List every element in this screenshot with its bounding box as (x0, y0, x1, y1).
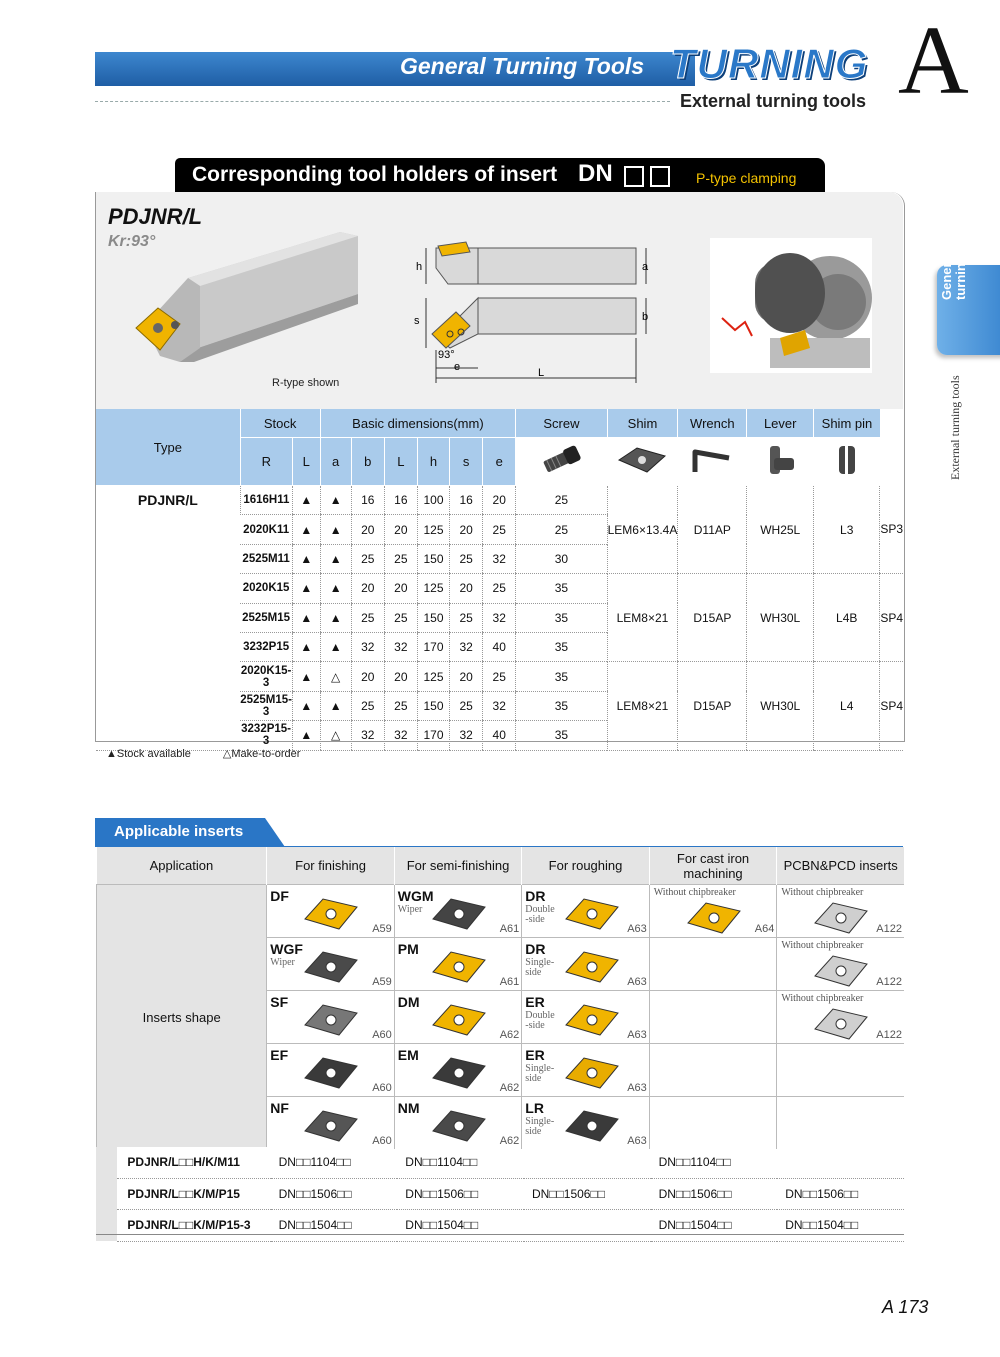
insert-code: SF (270, 994, 289, 1010)
insert-shape-icon (301, 893, 361, 935)
spec-L: 150 (417, 691, 449, 720)
insert-note (525, 1064, 554, 1084)
insert-finishing-cell (267, 1097, 394, 1150)
header-basic-dimensions: Basic dimensions(mm) (320, 409, 516, 438)
insert-note-line: side (525, 967, 542, 978)
holder-insert-semi: DN□□1504□□ (397, 1210, 524, 1242)
spec-s: 20 (483, 486, 516, 515)
spec-a: 32 (351, 721, 384, 750)
insert-ref: A60 (372, 1135, 392, 1147)
spec-e: 35 (516, 603, 607, 632)
legend-stock: ▲Stock available (106, 748, 191, 760)
inserts-shape-label: Inserts shape (97, 885, 267, 1150)
spec-type: 1616H11 (240, 486, 292, 515)
spec-e: 30 (516, 544, 607, 573)
insert-code: ER (525, 1047, 545, 1063)
insert-note-line: Double (525, 904, 555, 915)
header-wrench: Wrench (678, 409, 747, 438)
inserts-title: Applicable inserts (114, 823, 244, 840)
header-s: s (450, 438, 483, 486)
insert-shape-icon (811, 897, 871, 939)
spec-wrench: WH30L (747, 662, 814, 750)
spec-h: 20 (450, 662, 483, 691)
insert-shape-icon (562, 946, 622, 988)
spec-L: 100 (417, 486, 449, 515)
spec-l: ▲ (320, 515, 351, 544)
insert-code: LR (525, 1100, 544, 1116)
insert-roughing-cell (522, 991, 650, 1044)
spec-L: 150 (417, 603, 449, 632)
holder-insert-semi: DN□□1506□□ (397, 1178, 524, 1210)
insert-code: NM (397, 1100, 420, 1116)
spec-l: ▲ (320, 574, 351, 603)
insert-roughing-cell (522, 1044, 650, 1097)
insert-roughing-cell (522, 885, 650, 938)
dim-s: s (414, 315, 420, 327)
insert-note-line: Double (525, 1010, 555, 1021)
insert-shape-icon (429, 893, 489, 935)
spec-a: 20 (351, 662, 384, 691)
stock-legend (106, 747, 332, 760)
clamping-type: P-type clamping (696, 170, 797, 186)
insert-note: Without chipbreaker (781, 993, 864, 1004)
insert-shape-icon (301, 1052, 361, 1094)
spec-a: 32 (351, 632, 384, 661)
spec-l: ▲ (320, 632, 351, 661)
dim-h: h (416, 261, 423, 273)
side-vertical-text: External turning tools (948, 375, 962, 480)
header-screw: Screw (516, 409, 607, 438)
holder-insert-cast: DN□□1104□□ (651, 1147, 778, 1178)
holder-side-cell (96, 1147, 117, 1241)
insert-cast-cell (649, 991, 777, 1044)
spec-s: 25 (483, 574, 516, 603)
dimension-drawing (408, 238, 663, 388)
spec-s: 40 (483, 721, 516, 750)
spec-l: ▲ (320, 544, 351, 573)
spec-s: 40 (483, 632, 516, 661)
spec-h: 25 (450, 544, 483, 573)
spec-b: 20 (384, 574, 417, 603)
spec-b: 25 (384, 544, 417, 573)
spec-L: 125 (417, 515, 449, 544)
insert-note-line: Single- (525, 957, 555, 968)
spec-h: 20 (450, 515, 483, 544)
spec-screw: LEM6×13.4A (607, 486, 678, 574)
spec-r: ▲ (292, 544, 320, 573)
insert-note (525, 905, 554, 925)
insert-finishing-cell (267, 885, 394, 938)
spec-type: 2525M15-3 (240, 691, 292, 720)
insert-note (525, 958, 554, 978)
holder-insert-pcbn: DN□□1504□□ (777, 1210, 904, 1242)
tool-holder-illustration (130, 228, 365, 378)
insert-shape-icon (429, 1105, 489, 1147)
insert-shape-icon (429, 1052, 489, 1094)
insert-code: WGM (397, 888, 434, 904)
spec-L: 150 (417, 544, 449, 573)
insert-ref: A62 (499, 1029, 520, 1041)
insert-note-line: -side (525, 1020, 545, 1031)
insert-note-line: side (525, 1073, 542, 1084)
header-r: R (240, 438, 292, 486)
insert-ref: A63 (627, 923, 647, 935)
spec-a: 25 (351, 544, 384, 573)
spec-pin: SP3 (880, 486, 903, 574)
insert-code: EF (270, 1047, 289, 1063)
spec-shim: D11AP (678, 486, 747, 574)
spec-type: 2020K11 (240, 515, 292, 544)
spec-r: ▲ (292, 662, 320, 691)
holder-insert-roughing (524, 1147, 651, 1178)
header-l: L (292, 438, 320, 486)
insert-semi-cell (394, 1097, 521, 1150)
ins-header-pcbn: PCBN&PCD inserts (777, 847, 904, 885)
insert-note (525, 1011, 554, 1031)
insert-ref: A63 (627, 1082, 647, 1094)
insert-code: WGF (270, 941, 303, 957)
section-title: Corresponding tool holders of insert (192, 163, 558, 186)
insert-note: Without chipbreaker (653, 887, 736, 898)
inserts-table (96, 847, 904, 1149)
insert-ref: A61 (499, 923, 520, 935)
spec-h: 25 (450, 603, 483, 632)
holder-insert-finishing: DN□□1506□□ (271, 1178, 398, 1210)
insert-pcbn-cell (777, 885, 904, 938)
spec-b: 25 (384, 691, 417, 720)
insert-note-line: Single- (525, 1116, 555, 1127)
spec-b: 32 (384, 632, 417, 661)
insert-shape-icon (429, 999, 489, 1041)
spec-L: 170 (417, 721, 449, 750)
spec-shim: D15AP (678, 574, 747, 662)
spec-a: 20 (351, 515, 384, 544)
insert-shape-icon (684, 897, 744, 939)
insert-ref: A60 (372, 1029, 392, 1041)
dim-b: b (642, 311, 649, 323)
side-tab-label: General turning (939, 251, 968, 300)
insert-note-line: Single- (525, 1063, 555, 1074)
spec-a: 25 (351, 691, 384, 720)
dim-angle: 93° (438, 349, 455, 361)
header-stock: Stock (240, 409, 320, 438)
holder-insert-roughing: DN□□1506□□ (524, 1178, 651, 1210)
insert-ref: A122 (876, 923, 902, 935)
spec-r: ▲ (292, 603, 320, 632)
insert-ref: A122 (876, 1029, 902, 1041)
insert-shape-icon (562, 1105, 622, 1147)
spec-r: ▲ (292, 691, 320, 720)
insert-shape-icon (811, 950, 871, 992)
insert-note: Without chipbreaker (781, 940, 864, 951)
insert-note (525, 1117, 554, 1137)
insert-row (97, 885, 905, 938)
insert-pcbn-cell (777, 1097, 904, 1150)
insert-cast-cell (649, 1044, 777, 1097)
insert-code: DR (525, 941, 546, 957)
insert-note: Without chipbreaker (781, 887, 864, 898)
spec-e: 35 (516, 691, 607, 720)
insert-code: EM (397, 1047, 419, 1063)
spec-h: 20 (450, 574, 483, 603)
spec-e: 25 (516, 486, 607, 515)
spec-type: 2525M11 (240, 544, 292, 573)
spec-b: 25 (384, 603, 417, 632)
spec-l: △ (320, 721, 351, 750)
spec-r: ▲ (292, 486, 320, 515)
spec-e: 35 (516, 632, 607, 661)
insert-roughing-cell (522, 1097, 650, 1150)
r-type-caption: R-type shown (272, 377, 340, 389)
spec-shim: D15AP (678, 662, 747, 750)
spec-a: 25 (351, 603, 384, 632)
header-e: e (483, 438, 516, 486)
insert-ref: A122 (876, 976, 902, 988)
insert-shape-icon (301, 1105, 361, 1147)
chapter-letter: A (898, 7, 969, 115)
insert-finishing-cell (267, 991, 394, 1044)
insert-ref: A63 (627, 1135, 647, 1147)
insert-code: DR (525, 888, 546, 904)
header-lever: Lever (747, 409, 814, 438)
insert-code: ER (525, 994, 545, 1010)
section-insert-code: DN (578, 160, 613, 187)
insert-shape-icon (429, 946, 489, 988)
spec-lever: L3 (814, 486, 880, 574)
spec-a: 16 (351, 486, 384, 515)
spec-e: 35 (516, 721, 607, 750)
spec-table (96, 409, 903, 751)
header-divider (95, 101, 670, 102)
spec-type: 3232P15-3 (240, 721, 292, 750)
dim-L: L (538, 367, 545, 379)
insert-pcbn-cell (777, 1044, 904, 1097)
ins-header-finishing: For finishing (267, 847, 394, 885)
spec-e: 35 (516, 574, 607, 603)
spec-b: 20 (384, 662, 417, 691)
header-h: h (417, 438, 449, 486)
insert-shape-icon (562, 999, 622, 1041)
holder-insert-cast: DN□□1504□□ (651, 1210, 778, 1242)
spec-lever: L4B (814, 574, 880, 662)
spec-r: ▲ (292, 632, 320, 661)
spec-type: 2020K15-3 (240, 662, 292, 691)
header-L: L (384, 438, 417, 486)
spec-L: 170 (417, 632, 449, 661)
holder-insert-pcbn: DN□□1506□□ (777, 1178, 904, 1210)
holder-row (96, 1178, 904, 1210)
spec-s: 32 (483, 544, 516, 573)
spec-h: 32 (450, 721, 483, 750)
ins-header-application: Application (97, 847, 267, 885)
insert-ref: A63 (627, 1029, 647, 1041)
spec-screw: LEM8×21 (607, 662, 678, 750)
spec-s: 32 (483, 691, 516, 720)
spec-L: 125 (417, 662, 449, 691)
spec-screw: LEM8×21 (607, 574, 678, 662)
ins-header-roughing: For roughing (522, 847, 650, 885)
header-shim-pin: Shim pin (814, 409, 880, 438)
spec-type: 2525M15 (240, 603, 292, 632)
screw-icon (516, 438, 607, 486)
spec-r: ▲ (292, 574, 320, 603)
insert-cast-cell (649, 938, 777, 991)
insert-code: NF (270, 1100, 289, 1116)
holder-insert-cast: DN□□1506□□ (651, 1178, 778, 1210)
spec-a: 20 (351, 574, 384, 603)
insert-code: DM (397, 994, 420, 1010)
clamping-photo (710, 238, 872, 373)
spec-wrench: WH25L (747, 486, 814, 574)
header-section: External turning tools (680, 91, 867, 111)
legend-make: △Make-to-order (222, 748, 301, 760)
insert-shape-icon (301, 946, 361, 988)
holder-type-table (96, 1147, 904, 1242)
spec-b: 16 (384, 486, 417, 515)
insert-cast-cell (649, 885, 777, 938)
insert-shape-icon (562, 893, 622, 935)
spec-model: PDJNR/L (96, 486, 240, 751)
insert-ref: A64 (754, 923, 775, 935)
spec-h: 32 (450, 632, 483, 661)
holder-insert-finishing: DN□□1104□□ (271, 1147, 398, 1178)
spec-s: 25 (483, 515, 516, 544)
header-a: a (320, 438, 351, 486)
shim-icon (607, 438, 678, 486)
insert-roughing-cell (522, 938, 650, 991)
spec-h: 16 (450, 486, 483, 515)
holder-row (96, 1147, 904, 1178)
insert-finishing-cell (267, 1044, 394, 1097)
insert-ref: A59 (372, 923, 392, 935)
wrench-icon (678, 438, 747, 486)
insert-ref: A63 (627, 976, 647, 988)
holder-name: PDJNR/L□□H/K/M11 (117, 1147, 270, 1178)
insert-note-line: -side (525, 914, 545, 925)
insert-note: Wiper (397, 904, 423, 915)
spec-l: ▲ (320, 691, 351, 720)
insert-code: DF (270, 888, 289, 904)
holder-bottom-line (96, 1234, 904, 1235)
ins-header-semi: For semi-finishing (394, 847, 521, 885)
insert-ref: A59 (372, 976, 392, 988)
header-b: b (351, 438, 384, 486)
dim-a: a (642, 261, 649, 273)
holder-row (96, 1210, 904, 1242)
insert-pcbn-cell (777, 991, 904, 1044)
spec-l: △ (320, 662, 351, 691)
insert-semi-cell (394, 885, 521, 938)
holder-name: PDJNR/L□□K/M/P15-3 (117, 1210, 270, 1242)
spec-row (96, 486, 903, 515)
insert-note-line: side (525, 1126, 542, 1137)
holder-name: PDJNR/L□□K/M/P15 (117, 1178, 270, 1210)
spec-s: 32 (483, 603, 516, 632)
spec-l: ▲ (320, 603, 351, 632)
header-shim: Shim (607, 409, 678, 438)
spec-pin: SP4 (880, 574, 903, 662)
spec-s: 25 (483, 662, 516, 691)
spec-type: 3232P15 (240, 632, 292, 661)
page-number: A 173 (882, 1297, 929, 1317)
holder-insert-pcbn (777, 1147, 904, 1178)
header-title: TURNING (670, 40, 869, 87)
insert-ref: A60 (372, 1082, 392, 1094)
insert-shape-icon (562, 1052, 622, 1094)
spec-e: 35 (516, 662, 607, 691)
spec-r: ▲ (292, 515, 320, 544)
spec-b: 20 (384, 515, 417, 544)
insert-placeholder-boxes (624, 166, 676, 192)
holder-insert-semi: DN□□1104□□ (397, 1147, 524, 1178)
insert-shape-icon (301, 999, 361, 1041)
spec-type: 2020K15 (240, 574, 292, 603)
insert-shape-icon (811, 1003, 871, 1045)
header-subtitle: General Turning Tools (400, 53, 645, 79)
ins-header-cast-iron: For cast iron machining (649, 847, 777, 885)
spec-wrench: WH30L (747, 574, 814, 662)
spec-lever: L4 (814, 662, 880, 750)
holder-insert-roughing (524, 1210, 651, 1242)
spec-pin: SP4 (880, 662, 903, 750)
insert-cast-cell (649, 1097, 777, 1150)
insert-ref: A62 (499, 1082, 520, 1094)
insert-semi-cell (394, 1044, 521, 1097)
dim-e: e (454, 361, 461, 373)
insert-code: PM (397, 941, 419, 957)
insert-semi-cell (394, 991, 521, 1044)
kr-angle: Kr:93° (108, 233, 156, 250)
spec-r: ▲ (292, 721, 320, 750)
insert-note: Wiper (270, 957, 295, 968)
insert-finishing-cell (267, 938, 394, 991)
spec-h: 25 (450, 691, 483, 720)
header-type: Type (96, 409, 240, 486)
insert-pcbn-cell (777, 938, 904, 991)
insert-semi-cell (394, 938, 521, 991)
insert-ref: A61 (499, 976, 520, 988)
holder-insert-finishing: DN□□1504□□ (271, 1210, 398, 1242)
model-name: PDJNR/L (108, 204, 203, 229)
spec-L: 125 (417, 574, 449, 603)
lever-icon (747, 438, 814, 486)
insert-ref: A62 (499, 1135, 520, 1147)
shim-pin-icon (814, 438, 880, 486)
spec-e: 25 (516, 515, 607, 544)
spec-l: ▲ (320, 486, 351, 515)
spec-b: 32 (384, 721, 417, 750)
